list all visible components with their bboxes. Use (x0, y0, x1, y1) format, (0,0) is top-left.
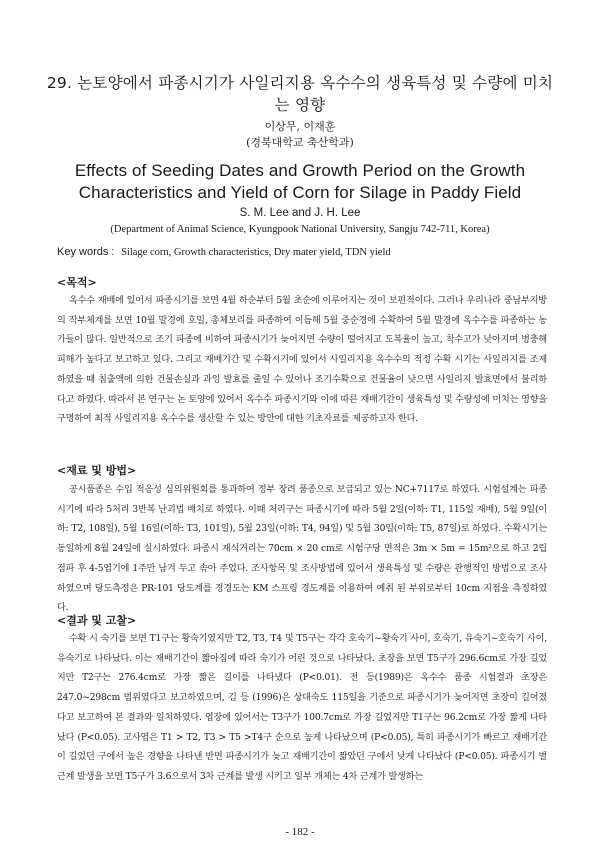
purpose-heading: <목적> (57, 276, 97, 289)
page-number: - 182 - (285, 826, 315, 838)
results-body: 수확 시 숙기를 보면 T1구는 황숙기였지만 T2, T3, T4 및 T5구는 각각 호숙기~황숙기 사이, 호숙기, 유숙기~호숙기 사이, 유숙기로 나타났다. 이는 재배기간이 짧아짐에 따라 숙기가 어린 것으로 나타났다. 초장을 보면 T5구가 296.6cm로 가장 길었지만 T2구는 276.4cm로 가장 짧은 길이를 나타냈다 (P<0.01). 전 등(1989)은 옥수수 품종 시험결과 초장은 247.0~298cm 범위였다고 보고하였으며, 김 등 (1996)은 상대숙도 115일을 기준으로 파종시기가 늦어지면 초장이 길어졌다고 보고하여 본 결과와 일치하였다. 엽장에 있어서는 T3구가 100.7cm로 가장 길었지만 T1구는 96.2cm로 가장 짧게 나타났다 (P<0.05). 고사엽은 T1 > T2, T3 > T5 >T4구 순으로 높게 나타났으며 (P<0.05), 특히 파종시기가 빠르고 재배기간이 길었던 구에서 높은 경향을 나타낸 반면 파종시기가 늦고 재배기간이 짧았던 구에서 낮게 나타났다 (P<0.05). 파종시기 별 근계 발생을 보면 T5구가 3.6으로서 3차 근계를 발생 시키고 일부 개체는 4차 근계가 발생하는 (57, 634, 547, 782)
results-heading: <결과 및 고찰> (57, 614, 137, 627)
keywords-line (57, 245, 557, 260)
korean-title: 29. 논토양에서 파종시기가 사일리지용 옥수수의 생육특성 및 수량에 미치는 영향 (46, 74, 554, 114)
english-affiliation: (Department of Animal Science, Kyungpook National University, Sangju 742-711, Korea) (110, 224, 490, 235)
korean-affiliation: (경북대학교 축산학과) (246, 136, 354, 149)
keywords-label: Key words : (57, 246, 115, 258)
keywords-text: Silage corn, Growth characteristics, Dry mater yield, TDN yield (121, 247, 391, 258)
english-authors: S. M. Lee and J. H. Lee (239, 207, 361, 219)
methods-heading: <재료 및 방법> (57, 464, 137, 477)
methods-body: 공시품종은 수입 적응성 심의위원회를 통과하여 정부 장려 품종으로 보급되고 있는 NC+7117로 하였다. 시험설계는 파종시기에 따라 5처리 3반복 난괴법 배치로 하였다. 이때 처리구는 파종시기에 따라 5월 2일(이하: T1, 115일 재배), 5월 9일(이하: T2, 108일), 5월 16일(이하: T3, 101일), 5월 23일(이하: T4, 94일) 및 5월 30일(이하: T5, 87일)로 하였다. 수확시기는 동일하게 8월 24일에 실시하였다. 파종시 재식거리는 70cm × 20 cm로 시험구당 면적은 3m × 5m = 15m²으로 하고 2립 점파 후 4-5엽기에 1주만 남겨 두고 솎아 주었다. 조사항목 및 조사방법에 있어서 생육특성 및 수량은 관행적인 방법으로 조사하였으며 당도측정은 PR-101 당도계를 경경도는 KM 스프링 경도계를 이용하여 예취 된 부위로부터 10cm 지점을 측정하였다. (57, 485, 547, 614)
purpose-body: 옥수수 재배에 있어서 파종시기를 보면 4월 하순부터 5월 초순에 이루어지는 것이 보편적이다. 그러나 우리나라 중남부지방의 작부체계를 보면 10월 말경에 호밀, 총체보리를 파종하여 이듬해 5월 중순경에 수확하여 5월 말경에 옥수수를 파종하는 농가들이 많다. 일반적으로 조기 파종에 비하여 파종시기가 늦어지면 수량이 떨어지고 도복율이 높고, 착수고가 낮아지며 병충해 피해가 높다고 보고하고 있다. 그리고 재배기간 및 수확시기에 있어서 사일리지용 옥수수의 적정 수확 시기는 사일리지를 조제 하였을 때 침출액에 의한 건물손실과 과잉 발효를 줄일 수 있어나 조기수확으로 건물율이 낮으면 사일리지 발효면에서 불리하다고 하였다. 따라서 본 연구는 논 토양에 있어서 옥수수 파종시기와 이에 따른 재배기간이 생육특성 및 수량성에 미치는 영향을 구명하여 최적 사일리지용 옥수수를 생산할 수 있는 방안에 대한 기초자료를 제공하고자 한다. (57, 296, 547, 425)
english-title: Effects of Seeding Dates and Growth Period on the Growth Characteristics and Yield of Corn for Silage in Paddy Field (74, 161, 526, 202)
korean-authors: 이상무, 이재훈 (264, 120, 336, 133)
